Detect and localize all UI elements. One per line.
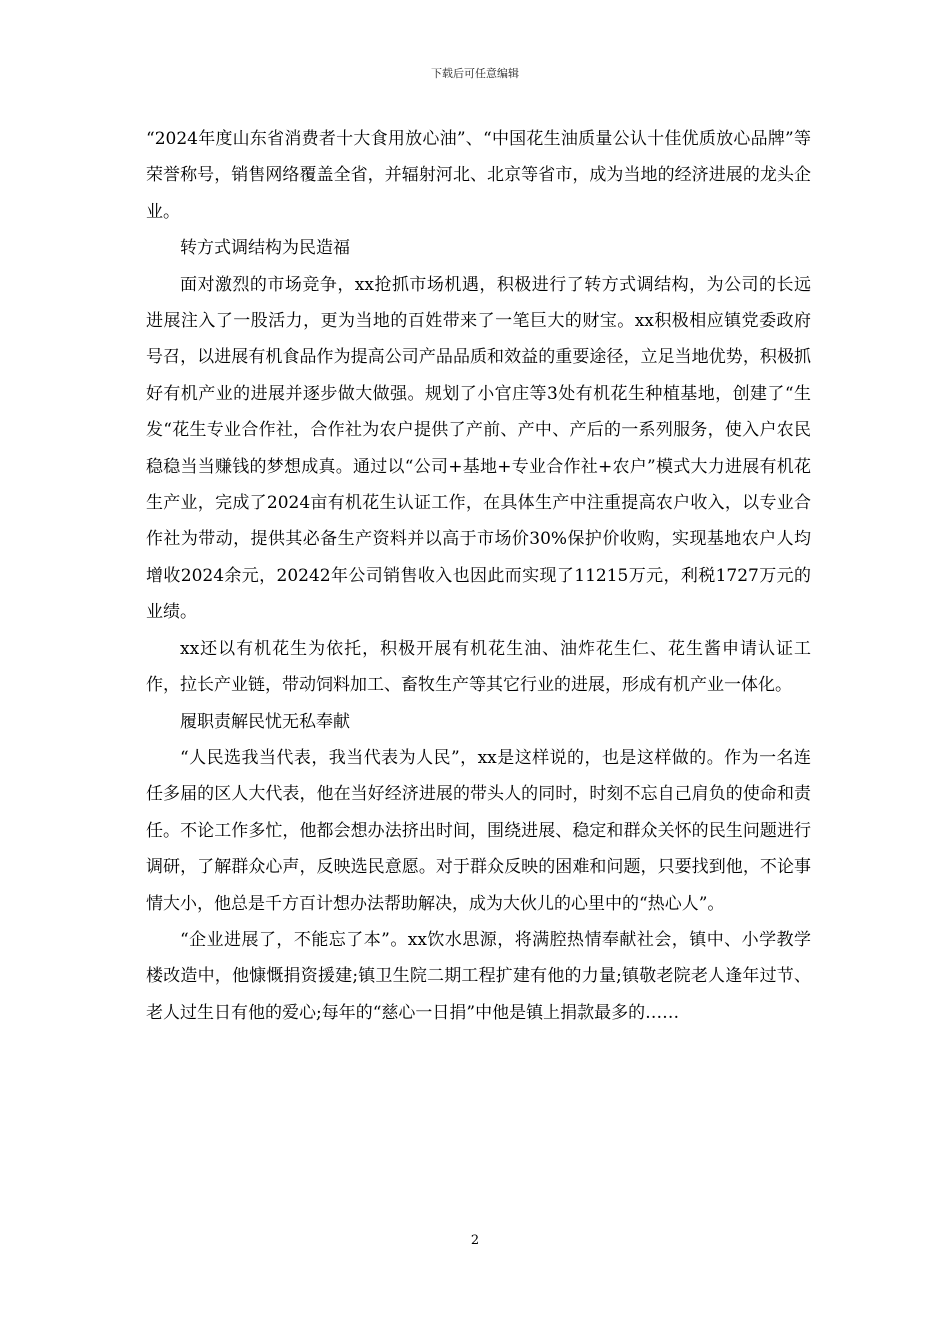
paragraph-organic-industry: xx还以有机花生为依托，积极开展有机花生油、油炸花生仁、花生酱申请认证工作，拉长产业链，带动饲料加工、畜牧生产等其它行业的进展，形成有机产业一体化。 <box>146 638 811 696</box>
section-heading-duty: 履职责解民忧无私奉献 <box>180 711 350 732</box>
paragraph-donations: “企业进展了，不能忘了本”。xx饮水思源，将满腔热情奉献社会，镇中、小学教学楼改造中，他慷慨捐资援建;镇卫生院二期工程扩建有他的力量;镇敬老院老人逢年过节、老人过生日有他的爱心;每年的“慈心一日捐”中他是镇上捐款最多的…… <box>146 929 811 1023</box>
paragraph-market-competition: 面对激烈的市场竞争，xx抢抓市场机遇，积极进行了转方式调结构，为公司的长远进展注入了一股活力，更为当地的百姓带来了一笔巨大的财宝。xx积极相应镇党委政府号召，以进展有机食品作为提高公司产品品质和效益的重要途径，立足当地优势，积极抓好有机产业的进展并逐步做大做强。规划了小官庄等3处有机花生种植基地，创建了“生发“花生专业合作社，合作社为农户提供了产前、产中、产后的一系列服务，使入户农民稳稳当当赚钱的梦想成真。通过以“公司+基地+专业合作社+农户”模式大力进展有机花生产业，完成了2024亩有机花生认证工作，在具体生产中注重提高农户收入，以专业合作社为带动，提供其必备生产资料并以高于市场价30%保护价收购，实现基地农户人均增收2024余元，20242年公司销售收入也因此而实现了11215万元，利税1727万元的业绩。 <box>146 274 811 623</box>
document-body <box>146 121 811 1031</box>
section-heading-transformation: 转方式调结构为民造福 <box>180 238 350 259</box>
page-number: 2 <box>470 1233 480 1248</box>
paragraph-representative: “人民选我当代表，我当代表为人民”，xx是这样说的，也是这样做的。作为一名连任多届的区人大代表，他在当好经济进展的带头人的同时，时刻不忘自己肩负的使命和责任。不论工作多忙，他都会想办法挤出时间，围绕进展、稳定和群众关怀的民生问题进行调研，了解群众心声，反映选民意愿。对于群众反映的困难和问题，只要找到他，不论事情大小，他总是千方百计想办法帮助解决，成为大伙儿的心里中的“热心人”。 <box>146 747 811 914</box>
paragraph-honors: “2024年度山东省消费者十大食用放心油”、“中国花生油质量公认十佳优质放心品牌”等荣誉称号，销售网络覆盖全省，并辐射河北、北京等省市，成为当地的经济进展的龙头企业。 <box>146 129 811 222</box>
page-header: 下载后可任意编辑 <box>431 67 519 80</box>
